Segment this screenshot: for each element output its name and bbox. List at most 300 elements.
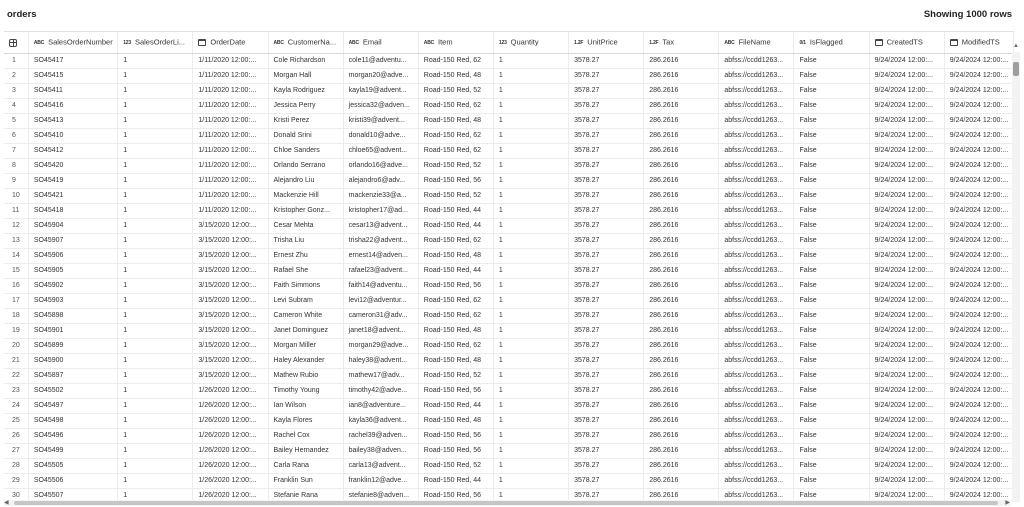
table-cell[interactable]: 3578.27 (569, 443, 644, 458)
table-cell[interactable]: 9/24/2024 12:00:... (869, 158, 944, 173)
table-cell[interactable]: 9/24/2024 12:00:... (944, 338, 1013, 353)
table-cell[interactable]: Road-150 Red, 52 (418, 188, 493, 203)
table-cell[interactable]: mackenzie33@a... (343, 188, 418, 203)
table-cell[interactable]: False (794, 203, 869, 218)
table-cell[interactable]: trisha22@advent... (343, 233, 418, 248)
table-cell[interactable]: SO45906 (28, 248, 117, 263)
table-cell[interactable]: Road-150 Red, 48 (418, 413, 493, 428)
table-cell[interactable]: abfss://ccdd1263... (719, 68, 794, 83)
table-cell[interactable]: kayla19@advent... (343, 83, 418, 98)
row-number[interactable]: 7 (4, 143, 28, 158)
table-row[interactable] (4, 428, 1014, 443)
table-cell[interactable]: Janet Dominguez (268, 323, 343, 338)
table-cell[interactable]: SO45496 (28, 428, 117, 443)
table-row[interactable] (4, 323, 1014, 338)
table-cell[interactable]: abfss://ccdd1263... (719, 248, 794, 263)
table-row[interactable] (4, 278, 1014, 293)
table-cell[interactable]: cameron31@adv... (343, 308, 418, 323)
table-cell[interactable]: SO45419 (28, 173, 117, 188)
table-cell[interactable]: 9/24/2024 12:00:... (869, 248, 944, 263)
table-cell[interactable]: 9/24/2024 12:00:... (944, 293, 1013, 308)
table-row[interactable] (4, 218, 1014, 233)
row-number[interactable]: 12 (4, 218, 28, 233)
table-cell[interactable]: 1 (493, 68, 568, 83)
table-cell[interactable]: chloe65@advent... (343, 143, 418, 158)
table-cell[interactable]: 1 (493, 53, 568, 68)
table-cell[interactable]: abfss://ccdd1263... (719, 113, 794, 128)
table-cell[interactable]: 1/11/2020 12:00:... (193, 173, 268, 188)
table-cell[interactable]: 9/24/2024 12:00:... (869, 113, 944, 128)
table-cell[interactable]: 9/24/2024 12:00:... (944, 428, 1013, 443)
table-cell[interactable]: kayla36@advent... (343, 413, 418, 428)
table-row[interactable] (4, 293, 1014, 308)
table-cell[interactable]: abfss://ccdd1263... (719, 428, 794, 443)
table-cell[interactable]: False (794, 443, 869, 458)
table-cell[interactable]: 9/24/2024 12:00:... (869, 368, 944, 383)
table-cell[interactable]: Donald Srini (268, 128, 343, 143)
table-cell[interactable]: 1 (493, 143, 568, 158)
table-cell[interactable]: cole11@adventu... (343, 53, 418, 68)
table-cell[interactable]: abfss://ccdd1263... (719, 413, 794, 428)
table-cell[interactable]: 9/24/2024 12:00:... (944, 323, 1013, 338)
table-cell[interactable]: False (794, 488, 869, 502)
table-cell[interactable]: 1 (493, 323, 568, 338)
table-cell[interactable]: Rachel Cox (268, 428, 343, 443)
table-cell[interactable]: 1 (493, 458, 568, 473)
table-cell[interactable]: abfss://ccdd1263... (719, 488, 794, 502)
table-cell[interactable]: Road-150 Red, 56 (418, 383, 493, 398)
table-cell[interactable]: 286.2616 (644, 308, 719, 323)
table-cell[interactable]: Road-150 Red, 62 (418, 53, 493, 68)
table-cell[interactable]: 3578.27 (569, 83, 644, 98)
table-cell[interactable]: ernest14@adven... (343, 248, 418, 263)
vertical-scrollbar[interactable] (1012, 52, 1020, 502)
table-cell[interactable]: Road-150 Red, 62 (418, 293, 493, 308)
table-cell[interactable]: Road-150 Red, 62 (418, 308, 493, 323)
table-cell[interactable]: Kayla Flores (268, 413, 343, 428)
table-cell[interactable]: Road-150 Red, 52 (418, 83, 493, 98)
table-cell[interactable]: 9/24/2024 12:00:... (869, 443, 944, 458)
table-cell[interactable]: Road-150 Red, 44 (418, 473, 493, 488)
table-cell[interactable]: Cesar Mehta (268, 218, 343, 233)
table-cell[interactable]: SO45907 (28, 233, 117, 248)
table-cell[interactable]: 1 (118, 158, 193, 173)
table-cell[interactable]: Rafael She (268, 263, 343, 278)
table-cell[interactable]: orlando16@adve... (343, 158, 418, 173)
table-cell[interactable]: 9/24/2024 12:00:... (869, 128, 944, 143)
table-cell[interactable]: 3578.27 (569, 413, 644, 428)
table-cell[interactable]: 9/24/2024 12:00:... (944, 173, 1013, 188)
table-cell[interactable]: Road-150 Red, 48 (418, 113, 493, 128)
table-cell[interactable]: False (794, 263, 869, 278)
table-cell[interactable]: 1/26/2020 12:00:... (193, 398, 268, 413)
table-cell[interactable]: 3578.27 (569, 68, 644, 83)
table-cell[interactable]: 9/24/2024 12:00:... (944, 308, 1013, 323)
row-number[interactable]: 2 (4, 68, 28, 83)
table-cell[interactable]: 9/24/2024 12:00:... (869, 218, 944, 233)
table-cell[interactable]: 1/11/2020 12:00:... (193, 113, 268, 128)
table-row[interactable] (4, 398, 1014, 413)
table-cell[interactable]: haley38@advent... (343, 353, 418, 368)
column-header-2[interactable] (193, 32, 268, 53)
table-cell[interactable]: False (794, 248, 869, 263)
table-cell[interactable]: 3/15/2020 12:00:... (193, 233, 268, 248)
table-cell[interactable]: abfss://ccdd1263... (719, 323, 794, 338)
table-cell[interactable]: 1 (118, 323, 193, 338)
table-cell[interactable]: 9/24/2024 12:00:... (869, 353, 944, 368)
table-cell[interactable]: morgan29@adve... (343, 338, 418, 353)
table-cell[interactable]: 9/24/2024 12:00:... (944, 113, 1013, 128)
table-cell[interactable]: 286.2616 (644, 398, 719, 413)
table-row[interactable] (4, 263, 1014, 278)
row-number[interactable]: 24 (4, 398, 28, 413)
table-cell[interactable]: 9/24/2024 12:00:... (869, 473, 944, 488)
table-cell[interactable]: 3/15/2020 12:00:... (193, 323, 268, 338)
table-cell[interactable]: SO45410 (28, 128, 117, 143)
table-cell[interactable]: timothy42@adve... (343, 383, 418, 398)
table-cell[interactable]: SO45900 (28, 353, 117, 368)
table-cell[interactable]: 286.2616 (644, 323, 719, 338)
table-cell[interactable]: abfss://ccdd1263... (719, 263, 794, 278)
table-cell[interactable]: 1 (118, 458, 193, 473)
table-cell[interactable]: Road-150 Red, 52 (418, 368, 493, 383)
table-cell[interactable]: Road-150 Red, 48 (418, 68, 493, 83)
table-cell[interactable]: abfss://ccdd1263... (719, 293, 794, 308)
table-cell[interactable]: 1 (118, 248, 193, 263)
table-row[interactable] (4, 368, 1014, 383)
table-cell[interactable]: 9/24/2024 12:00:... (869, 173, 944, 188)
table-cell[interactable]: False (794, 53, 869, 68)
table-cell[interactable]: Ernest Zhu (268, 248, 343, 263)
table-cell[interactable]: Road-150 Red, 62 (418, 98, 493, 113)
table-cell[interactable]: kristi39@advent... (343, 113, 418, 128)
table-cell[interactable]: Faith Simmons (268, 278, 343, 293)
table-cell[interactable]: 1 (493, 278, 568, 293)
table-cell[interactable]: 1 (493, 248, 568, 263)
table-cell[interactable]: Franklin Sun (268, 473, 343, 488)
table-cell[interactable]: SO45502 (28, 383, 117, 398)
table-cell[interactable]: False (794, 353, 869, 368)
row-number[interactable]: 28 (4, 458, 28, 473)
table-cell[interactable]: alejandro6@adv... (343, 173, 418, 188)
table-cell[interactable]: SO45897 (28, 368, 117, 383)
table-cell[interactable]: SO45899 (28, 338, 117, 353)
table-cell[interactable]: 1 (493, 83, 568, 98)
table-cell[interactable]: 9/24/2024 12:00:... (944, 488, 1013, 502)
table-cell[interactable]: carla13@advent... (343, 458, 418, 473)
table-cell[interactable]: 286.2616 (644, 458, 719, 473)
table-cell[interactable]: False (794, 473, 869, 488)
table-cell[interactable]: 9/24/2024 12:00:... (869, 308, 944, 323)
table-cell[interactable]: 1 (118, 413, 193, 428)
table-cell[interactable]: Road-150 Red, 44 (418, 398, 493, 413)
table-cell[interactable]: 3/15/2020 12:00:... (193, 248, 268, 263)
table-cell[interactable]: 1 (118, 143, 193, 158)
row-number[interactable]: 20 (4, 338, 28, 353)
table-cell[interactable]: 286.2616 (644, 248, 719, 263)
table-cell[interactable]: 3578.27 (569, 98, 644, 113)
table-cell[interactable]: franklin12@adve... (343, 473, 418, 488)
table-cell[interactable]: 9/24/2024 12:00:... (869, 383, 944, 398)
row-number[interactable]: 9 (4, 173, 28, 188)
table-cell[interactable]: 3578.27 (569, 113, 644, 128)
table-cell[interactable]: Road-150 Red, 52 (418, 158, 493, 173)
table-cell[interactable]: 1/26/2020 12:00:... (193, 458, 268, 473)
vertical-scroll-thumb[interactable] (1013, 62, 1019, 76)
table-cell[interactable]: 9/24/2024 12:00:... (869, 458, 944, 473)
table-cell[interactable]: 3578.27 (569, 173, 644, 188)
table-cell[interactable]: Stefanie Rana (268, 488, 343, 502)
table-cell[interactable]: 3578.27 (569, 383, 644, 398)
table-cell[interactable]: 1 (118, 53, 193, 68)
table-cell[interactable]: 3578.27 (569, 158, 644, 173)
table-cell[interactable]: SO45420 (28, 158, 117, 173)
table-cell[interactable]: False (794, 293, 869, 308)
table-cell[interactable]: Road-150 Red, 56 (418, 173, 493, 188)
table-cell[interactable]: 286.2616 (644, 413, 719, 428)
table-cell[interactable]: 1 (118, 233, 193, 248)
table-cell[interactable]: SO45411 (28, 83, 117, 98)
table-cell[interactable]: SO45421 (28, 188, 117, 203)
table-cell[interactable]: 286.2616 (644, 218, 719, 233)
table-cell[interactable]: 9/24/2024 12:00:... (944, 398, 1013, 413)
table-cell[interactable]: 1 (118, 308, 193, 323)
table-row[interactable] (4, 458, 1014, 473)
table-cell[interactable]: 1 (118, 68, 193, 83)
table-cell[interactable]: 1 (493, 173, 568, 188)
table-cell[interactable]: 3/15/2020 12:00:... (193, 218, 268, 233)
table-cell[interactable]: 286.2616 (644, 443, 719, 458)
table-cell[interactable]: 9/24/2024 12:00:... (944, 218, 1013, 233)
table-cell[interactable]: 9/24/2024 12:00:... (869, 98, 944, 113)
table-cell[interactable]: Road-150 Red, 52 (418, 458, 493, 473)
row-number[interactable]: 8 (4, 158, 28, 173)
table-cell[interactable]: levi12@adventur... (343, 293, 418, 308)
table-cell[interactable]: kristopher17@ad... (343, 203, 418, 218)
table-cell[interactable]: 9/24/2024 12:00:... (869, 488, 944, 502)
table-cell[interactable]: Timothy Young (268, 383, 343, 398)
table-cell[interactable]: False (794, 173, 869, 188)
table-cell[interactable]: SO45507 (28, 488, 117, 502)
table-cell[interactable]: Cole Richardson (268, 53, 343, 68)
table-cell[interactable]: False (794, 128, 869, 143)
table-cell[interactable]: 1 (118, 383, 193, 398)
table-cell[interactable]: 3/15/2020 12:00:... (193, 353, 268, 368)
table-cell[interactable]: 1 (118, 188, 193, 203)
table-cell[interactable]: 3578.27 (569, 338, 644, 353)
table-cell[interactable]: 1 (118, 473, 193, 488)
table-cell[interactable]: False (794, 458, 869, 473)
table-cell[interactable]: SO45418 (28, 203, 117, 218)
table-cell[interactable]: 3/15/2020 12:00:... (193, 263, 268, 278)
table-cell[interactable]: SO45505 (28, 458, 117, 473)
table-cell[interactable]: SO45898 (28, 308, 117, 323)
table-cell[interactable]: 1 (493, 158, 568, 173)
table-cell[interactable]: 1/11/2020 12:00:... (193, 83, 268, 98)
table-cell[interactable]: 1 (493, 203, 568, 218)
table-cell[interactable]: Carla Rana (268, 458, 343, 473)
table-cell[interactable]: 286.2616 (644, 68, 719, 83)
table-cell[interactable]: 3578.27 (569, 488, 644, 502)
column-header-7[interactable] (569, 32, 644, 53)
table-cell[interactable]: 9/24/2024 12:00:... (944, 383, 1013, 398)
table-cell[interactable]: 1 (118, 443, 193, 458)
table-cell[interactable]: Road-150 Red, 56 (418, 278, 493, 293)
table-cell[interactable]: 1 (493, 398, 568, 413)
table-cell[interactable]: 1/11/2020 12:00:... (193, 143, 268, 158)
table-cell[interactable]: cesar13@advent... (343, 218, 418, 233)
table-cell[interactable]: 1/11/2020 12:00:... (193, 188, 268, 203)
data-grid[interactable] (4, 31, 1014, 502)
table-cell[interactable]: Road-150 Red, 56 (418, 443, 493, 458)
table-cell[interactable]: 9/24/2024 12:00:... (869, 188, 944, 203)
table-cell[interactable]: 9/24/2024 12:00:... (869, 323, 944, 338)
table-cell[interactable]: Mackenzie Hill (268, 188, 343, 203)
table-cell[interactable]: 1/11/2020 12:00:... (193, 98, 268, 113)
table-cell[interactable]: 9/24/2024 12:00:... (944, 143, 1013, 158)
row-number[interactable]: 17 (4, 293, 28, 308)
table-cell[interactable]: abfss://ccdd1263... (719, 128, 794, 143)
table-cell[interactable]: 1 (118, 368, 193, 383)
table-cell[interactable]: 3/15/2020 12:00:... (193, 278, 268, 293)
table-row[interactable] (4, 203, 1014, 218)
row-number[interactable]: 22 (4, 368, 28, 383)
table-cell[interactable]: Road-150 Red, 56 (418, 488, 493, 502)
table-cell[interactable]: Alejandro Liu (268, 173, 343, 188)
table-cell[interactable]: bailey38@adven... (343, 443, 418, 458)
table-cell[interactable]: 3578.27 (569, 398, 644, 413)
table-cell[interactable]: faith14@adventu... (343, 278, 418, 293)
table-cell[interactable]: 1 (118, 263, 193, 278)
table-cell[interactable]: abfss://ccdd1263... (719, 98, 794, 113)
table-cell[interactable]: Road-150 Red, 44 (418, 218, 493, 233)
row-number[interactable]: 25 (4, 413, 28, 428)
table-cell[interactable]: abfss://ccdd1263... (719, 353, 794, 368)
table-cell[interactable]: 286.2616 (644, 488, 719, 502)
table-cell[interactable]: 1 (493, 413, 568, 428)
table-cell[interactable]: SO45506 (28, 473, 117, 488)
table-cell[interactable]: Bailey Hernandez (268, 443, 343, 458)
row-number[interactable]: 19 (4, 323, 28, 338)
table-cell[interactable]: Morgan Hall (268, 68, 343, 83)
table-row[interactable] (4, 188, 1014, 203)
table-cell[interactable]: 9/24/2024 12:00:... (944, 353, 1013, 368)
table-cell[interactable]: abfss://ccdd1263... (719, 83, 794, 98)
table-cell[interactable]: abfss://ccdd1263... (719, 158, 794, 173)
table-cell[interactable]: Mathew Rubio (268, 368, 343, 383)
table-cell[interactable]: abfss://ccdd1263... (719, 233, 794, 248)
row-number[interactable]: 29 (4, 473, 28, 488)
table-cell[interactable]: 1 (118, 398, 193, 413)
row-number[interactable]: 13 (4, 233, 28, 248)
table-cell[interactable]: 1 (118, 218, 193, 233)
table-cell[interactable]: Road-150 Red, 48 (418, 323, 493, 338)
table-cell[interactable]: False (794, 233, 869, 248)
table-cell[interactable]: False (794, 308, 869, 323)
column-header-1[interactable] (118, 32, 193, 53)
table-row[interactable] (4, 383, 1014, 398)
table-cell[interactable]: False (794, 323, 869, 338)
table-cell[interactable]: 286.2616 (644, 263, 719, 278)
table-cell[interactable]: 9/24/2024 12:00:... (869, 413, 944, 428)
table-cell[interactable]: Kristopher Gonz... (268, 203, 343, 218)
table-cell[interactable]: 1/26/2020 12:00:... (193, 488, 268, 502)
row-number[interactable]: 26 (4, 428, 28, 443)
column-header-12[interactable] (944, 32, 1013, 53)
table-cell[interactable]: 286.2616 (644, 278, 719, 293)
table-cell[interactable]: SO45417 (28, 53, 117, 68)
table-cell[interactable]: False (794, 218, 869, 233)
table-cell[interactable]: abfss://ccdd1263... (719, 188, 794, 203)
table-cell[interactable]: ian8@adventure... (343, 398, 418, 413)
table-cell[interactable]: False (794, 83, 869, 98)
table-cell[interactable]: SO45904 (28, 218, 117, 233)
table-row[interactable] (4, 338, 1014, 353)
table-cell[interactable]: 3/15/2020 12:00:... (193, 368, 268, 383)
table-cell[interactable]: 1 (118, 428, 193, 443)
table-cell[interactable]: 1 (493, 473, 568, 488)
table-cell[interactable]: False (794, 158, 869, 173)
row-number[interactable]: 14 (4, 248, 28, 263)
table-cell[interactable]: abfss://ccdd1263... (719, 383, 794, 398)
table-cell[interactable]: 286.2616 (644, 128, 719, 143)
table-cell[interactable]: mathew17@adv... (343, 368, 418, 383)
table-cell[interactable]: 286.2616 (644, 98, 719, 113)
table-cell[interactable]: SO45905 (28, 263, 117, 278)
table-cell[interactable]: 9/24/2024 12:00:... (869, 53, 944, 68)
table-cell[interactable]: SO45901 (28, 323, 117, 338)
table-cell[interactable]: 3578.27 (569, 293, 644, 308)
table-row[interactable] (4, 443, 1014, 458)
table-cell[interactable]: abfss://ccdd1263... (719, 443, 794, 458)
table-cell[interactable]: 1/26/2020 12:00:... (193, 443, 268, 458)
table-row[interactable] (4, 248, 1014, 263)
table-cell[interactable]: 1/11/2020 12:00:... (193, 203, 268, 218)
table-cell[interactable]: 3578.27 (569, 218, 644, 233)
table-cell[interactable]: 286.2616 (644, 113, 719, 128)
table-cell[interactable]: abfss://ccdd1263... (719, 398, 794, 413)
table-cell[interactable]: 9/24/2024 12:00:... (869, 278, 944, 293)
table-cell[interactable]: 3578.27 (569, 428, 644, 443)
table-cell[interactable]: 286.2616 (644, 233, 719, 248)
table-cell[interactable]: Kristi Perez (268, 113, 343, 128)
table-cell[interactable]: 3578.27 (569, 308, 644, 323)
table-row[interactable] (4, 128, 1014, 143)
table-cell[interactable]: 9/24/2024 12:00:... (944, 263, 1013, 278)
table-cell[interactable]: Cameron White (268, 308, 343, 323)
table-cell[interactable]: 1 (118, 83, 193, 98)
table-cell[interactable]: 1 (493, 188, 568, 203)
table-cell[interactable]: 1 (118, 293, 193, 308)
table-cell[interactable]: 1 (493, 368, 568, 383)
table-cell[interactable]: 9/24/2024 12:00:... (869, 398, 944, 413)
row-number[interactable]: 4 (4, 98, 28, 113)
table-cell[interactable]: 1 (493, 293, 568, 308)
table-cell[interactable]: SO45499 (28, 443, 117, 458)
table-cell[interactable]: 9/24/2024 12:00:... (869, 233, 944, 248)
row-number[interactable]: 5 (4, 113, 28, 128)
row-number[interactable]: 10 (4, 188, 28, 203)
table-cell[interactable]: 3578.27 (569, 353, 644, 368)
table-cell[interactable]: 9/24/2024 12:00:... (944, 278, 1013, 293)
table-cell[interactable]: SO45416 (28, 98, 117, 113)
table-row[interactable] (4, 353, 1014, 368)
table-cell[interactable]: 1 (493, 233, 568, 248)
table-cell[interactable]: 286.2616 (644, 203, 719, 218)
table-cell[interactable]: 1/26/2020 12:00:... (193, 473, 268, 488)
table-row[interactable] (4, 98, 1014, 113)
horizontal-scroll-thumb[interactable] (14, 501, 998, 505)
